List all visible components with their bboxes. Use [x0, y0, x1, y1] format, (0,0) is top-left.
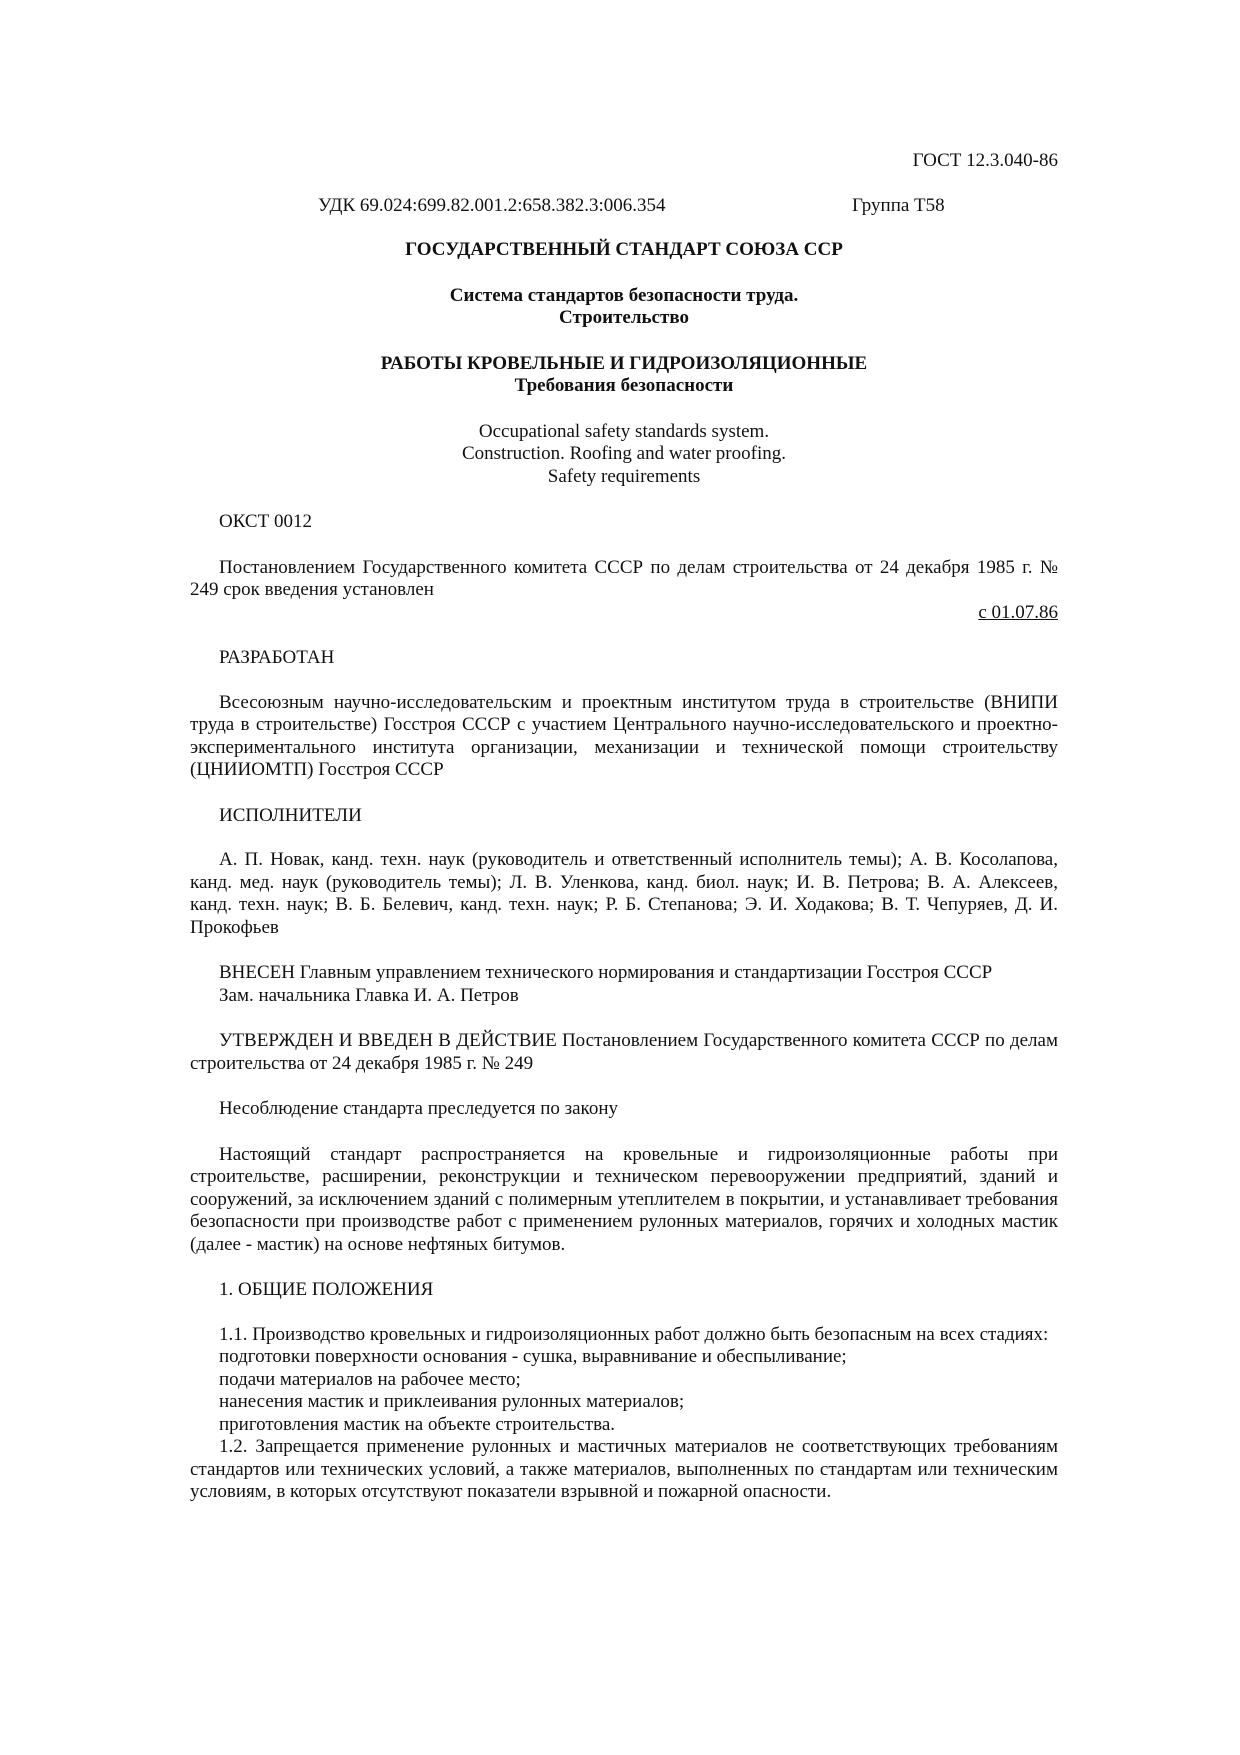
developed-heading: РАЗРАБОТАН: [219, 647, 335, 668]
clause-1-1: 1.1. Производство кровельных и гидроизоляционных работ должно быть безопасным на всех стадиях:: [219, 1323, 1049, 1345]
group-code: Группа Т58: [852, 194, 945, 216]
executors-text: А. П. Новак, канд. техн. наук (руководитель и ответственный исполнитель темы); А. В. Косолапова, канд. мед. наук (руководитель темы); Л. В. Уленкова, канд. биол. наук; И. В. Петрова; В. А. Алексеев, канд. техн. наук; В. Б. Белевич, канд. техн. наук; Р. Б. Степанова; Э. И. Ходакова; В. Т. Чепуряев, Д. И. Прокофьев: [190, 849, 1058, 938]
document-page: [190, 150, 1058, 1504]
english-title-line2: Construction. Roofing and water proofing.: [461, 443, 786, 464]
stage-item: подготовки поверхности основания - сушка, выравнивание и обеспыливание;: [219, 1346, 847, 1367]
executors-heading: ИСПОЛНИТЕЛИ: [219, 804, 362, 826]
udk-code: УДК 69.024:699.82.001.2:658.382.3:006.354: [318, 194, 666, 216]
submitted-text: ВНЕСЕН Главным управлением технического нормирования и стандартизации Госстроя СССР: [219, 962, 993, 983]
approved-text: УТВЕРЖДЕН И ВВЕДЕН В ДЕЙСТВИЕ Постановлением Государственного комитета СССР по делам строительства от 24 декабря 1985 г. № 249: [190, 1030, 1058, 1074]
state-standard-title: ГОСУДАРСТВЕННЫЙ СТАНДАРТ СОЮЗА ССР: [405, 239, 843, 260]
okst-code: ОКСТ 0012: [219, 511, 312, 532]
section1-heading: 1. ОБЩИЕ ПОЛОЖЕНИЯ: [219, 1279, 434, 1300]
english-title-line1: Occupational safety standards system.: [478, 420, 770, 442]
noncompliance-text: Несоблюдение стандарта преследуется по закону: [219, 1098, 618, 1119]
stage-item: нанесения мастик и приклеивания рулонных материалов;: [219, 1391, 685, 1412]
system-title-line2: Строительство: [559, 307, 689, 328]
udk-group-row: [190, 195, 1058, 218]
stage-item: приготовления мастик на объекте строительства.: [219, 1413, 616, 1435]
english-title-line3: Safety requirements: [547, 465, 701, 487]
decree-text: Постановлением Государственного комитета СССР по делам строительства от 24 декабря 1985 г. № 249 срок введения установлен: [190, 556, 1058, 600]
gost-number: ГОСТ 12.3.040-86: [912, 150, 1058, 171]
decree-date: с 01.07.86: [978, 601, 1058, 623]
system-title-line1: Система стандартов безопасности труда.: [449, 284, 799, 306]
stage-item: подачи материалов на рабочее место;: [219, 1368, 521, 1390]
deputy-text: Зам. начальника Главка И. А. Петров: [219, 984, 519, 1006]
decree-date-line: [190, 602, 1058, 625]
works-title-line1: РАБОТЫ КРОВЕЛЬНЫЕ И ГИДРОИЗОЛЯЦИОННЫЕ: [380, 352, 868, 374]
works-title-line2: Требования безопасности: [514, 375, 734, 396]
clause-1-2: 1.2. Запрещается применение рулонных и мастичных материалов не соответствующих требованиям стандартов или технических условий, а также материалов, выполненных по стандартам или техническим условиям, в которых отсутствуют показатели взрывной и пожарной опасности.: [190, 1436, 1058, 1502]
developed-text: Всесоюзным научно-исследовательским и проектным институтом труда в строительстве (ВНИПИ труда в строительстве) Госстроя СССР с участием Центрального научно-исследовательского и проектно-экспериментального института организации, механизации и технической помощи строительству (ЦНИИОМТП) Госстроя СССР: [190, 691, 1058, 780]
scope-text: Настоящий стандарт распространяется на кровельные и гидроизоляционные работы при строительстве, расширении, реконструкции и техническом перевооружении предприятий, зданий и сооружений, за исключением зданий с полимерным утеплителем в покрытии, и устанавливает требования безопасности при производстве работ с применением рулонных материалов, горячих и холодных мастик (далее - мастик) на основе нефтяных битумов.: [190, 1143, 1058, 1255]
